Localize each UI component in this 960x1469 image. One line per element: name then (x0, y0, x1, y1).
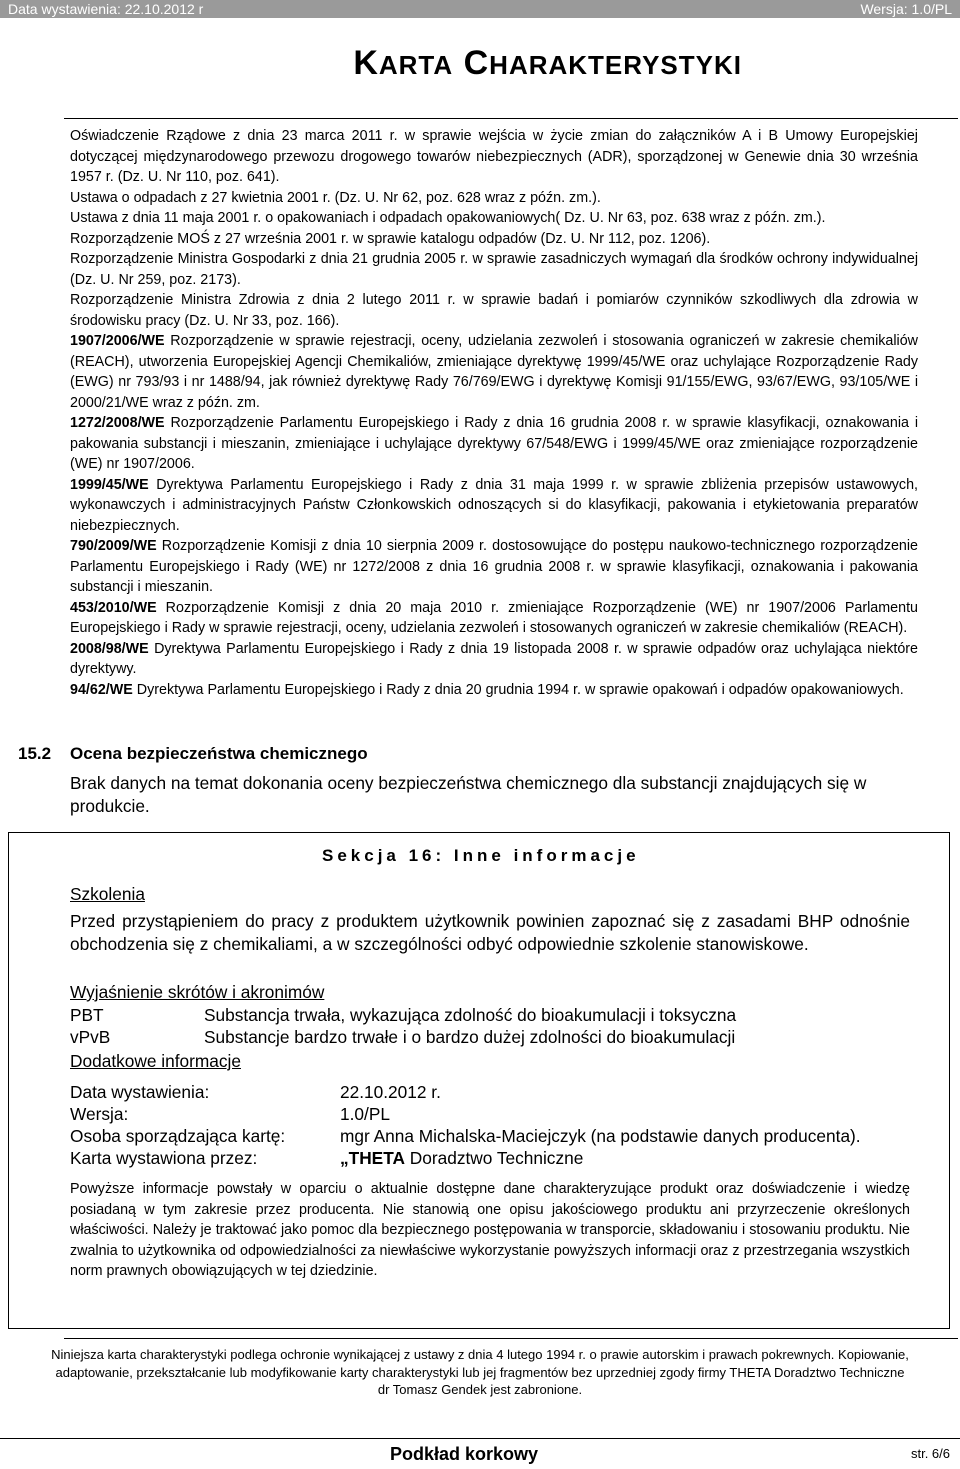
copyright-notice: Niniejsza karta charakterystyki podlega ochronie wynikającej z ustawy z dnia 4 lutego 1994 r. o prawie autorskim i prawach pokrewnych. Kopiowanie, adaptowanie, przekształcanie lub modyfikowanie karty charakterystyki lub jej fragmentów bez uprzedniej zgody firmy THETA Doradztwo Techniczne dr Tomasz Gendek jest zabronione. (51, 1347, 909, 1397)
product-name: Podkład korkowy (390, 1444, 539, 1464)
eu-act: 1999/45/WE Dyrektywa Parlamentu Europejskiego i Rady z dnia 31 maja 1999 r. w sprawie zbliżenia przepisów ustawowych, wykonawczych i administracyjnych Państw Członkowskich odnoszących si do klasyfikacji, pakowania i etykietowania preparatów niebezpiecznych. (70, 476, 918, 534)
version: Wersja: 1.0/PL (860, 1, 952, 17)
legal-act: Ustawa o odpadach z 27 kwietnia 2001 r. (Dz. U. Nr 62, poz. 628 wraz z późn. zm.). (70, 189, 601, 206)
section-15-2-heading: 15.2 Ocena bezpieczeństwa chemicznego (18, 744, 368, 763)
title-divider (64, 118, 958, 119)
footer-divider (64, 1338, 958, 1339)
legal-act: Rozporządzenie MOŚ z 27 września 2001 r. w sprawie katalogu odpadów (Dz. U. Nr 112, poz. 1206). (70, 230, 711, 247)
header-bar (0, 0, 960, 18)
page-number: str. 6/6 (910, 1446, 950, 1461)
legal-act: Rozporządzenie Ministra Zdrowia z dnia 2 lutego 2011 r. w sprawie badań i pomiarów czynników szkodliwych dla zdrowia w środowisku pracy (Dz. U. Nr 33, poz. 166). (70, 292, 918, 329)
legal-act: Oświadczenie Rządowe z dnia 23 marca 2011 r. w sprawie wejścia w życie zmian do załączników A i B Umowy Europejskiej dotyczącej międzynarodowego przewozu drogowego towarów niebezpiecznych (ADR), sporządzonej w Genewie dnia 30 września 1957 r. (Dz. U. Nr 110, poz. 641). (70, 128, 918, 185)
legal-act: Ustawa z dnia 11 maja 2001 r. o opakowaniach i odpadach opakowaniowych( Dz. U. Nr 63, poz. 638 wraz z późn. zm.). (70, 210, 826, 226)
section-16-heading: Sekcja 16: Inne informacje (322, 846, 640, 865)
training-text: Przed przystąpieniem do pracy z produktem użytkownik powinien zapoznać się z zasadami BHP odnośnie obchodzenia się z chemikaliami, a w szczególności odbyć odpowiednie szkolenie stanowiskowe. (70, 911, 910, 954)
bottom-divider (0, 1438, 960, 1439)
eu-act: 94/62/WE Dyrektywa Parlamentu Europejskiego i Rady z dnia 20 grudnia 1994 r. w sprawie opakowań i odpadów opakowaniowych. (70, 681, 904, 698)
eu-act: 790/2009/WE Rozporządzenie Komisji z dnia 10 sierpnia 2009 r. dostosowujące do postępu naukowo-technicznego rozporządzenie Parlamentu Europejskiego i Rady (WE) nr 1272/2008 z dnia 16 grudnia 2008 r. w sprawie klasyfikacji, oznakowania i pakowania substancji i mieszanin. (70, 538, 918, 595)
legal-act: Rozporządzenie Ministra Gospodarki z dnia 21 grudnia 2005 r. w sprawie zasadniczych wymagań dla środków ochrony indywidualnej (Dz. U. Nr 259, poz. 2173). (70, 251, 918, 288)
abbreviations-heading: Wyjaśnienie skrótów i akronimów (70, 982, 325, 1002)
eu-act: 453/2010/WE Rozporządzenie Komisji z dnia 20 maja 2010 r. zmieniające Rozporządzenie (WE) nr 1907/2006 Parlamentu Europejskiego i Rady w sprawie rejestracji, oceny, udzielania zezwoleń i stosowanych ograniczeń w zakresie chemikaliów (REACH). (70, 599, 918, 636)
document-title: KARTA CHARAKTERYSTYKI (353, 44, 742, 82)
training-heading: Szkolenia (70, 884, 145, 904)
eu-act: 1907/2006/WE Rozporządzenie w sprawie rejestracji, oceny, udzielania zezwoleń i stosowania ograniczeń w zakresie chemikaliów (REACH), utworzenia Europejskiej Agencji Chemikaliów, zmieniające dyrektywę 1999/45/WE oraz uchylające Rozporządzenie Rady (EWG) nr 793/93 i nr 1488/94, jak również dyrektywę Rady 76/769/EWG i dyrektywę Komisji 91/155/EWG, 93/67/EWG, 93/105/WE i 2000/21/WE wraz z późn. zm. (70, 333, 918, 411)
section-15-2-text: Brak danych na temat dokonania oceny bezpieczeństwa chemicznego dla substancji znajdujących się w produkcie. (70, 773, 867, 816)
eu-act: 1272/2008/WE Rozporządzenie Parlamentu Europejskiego i Rady z dnia 16 grudnia 2008 r. w sprawie klasyfikacji, oznakowania i pakowania substancji i mieszanin, zmieniające i uchylające dyrektywy 67/548/EWG i 1999/45/WE oraz zmieniające rozporządzenie (WE) nr 1907/2006. (70, 415, 918, 472)
issue-date: Data wystawienia: 22.10.2012 r (8, 1, 204, 17)
legal-acts-list (70, 126, 918, 700)
disclaimer-text: Powyższe informacje powstały w oparciu o aktualnie dostępne dane charakteryzujące produkt oraz doświadczenie i wiedzę posiadaną w tym zakresie przez producenta. Nie stanowią one opisu jakościowego produktu ani przyrzeczenie określonych właściwości. Należy je traktować jako pomoc dla bezpiecznego postępowania w transporcie, składowaniu i stosowaniu produktu. Nie zwalnia to użytkownika od odpowiedzialności za niewłaściwe wykorzystanie powyższych informacji oraz z przestrzegania wszystkich norm prawnych obowiązujących w tej dziedzinie. (70, 1181, 910, 1279)
eu-act: 2008/98/WE Dyrektywa Parlamentu Europejskiego i Rady z dnia 19 listopada 2008 r. w sprawie odpadów oraz uchylająca niektóre dyrektywy. (70, 640, 918, 677)
extra-info-heading: Dodatkowe informacje (70, 1051, 241, 1071)
